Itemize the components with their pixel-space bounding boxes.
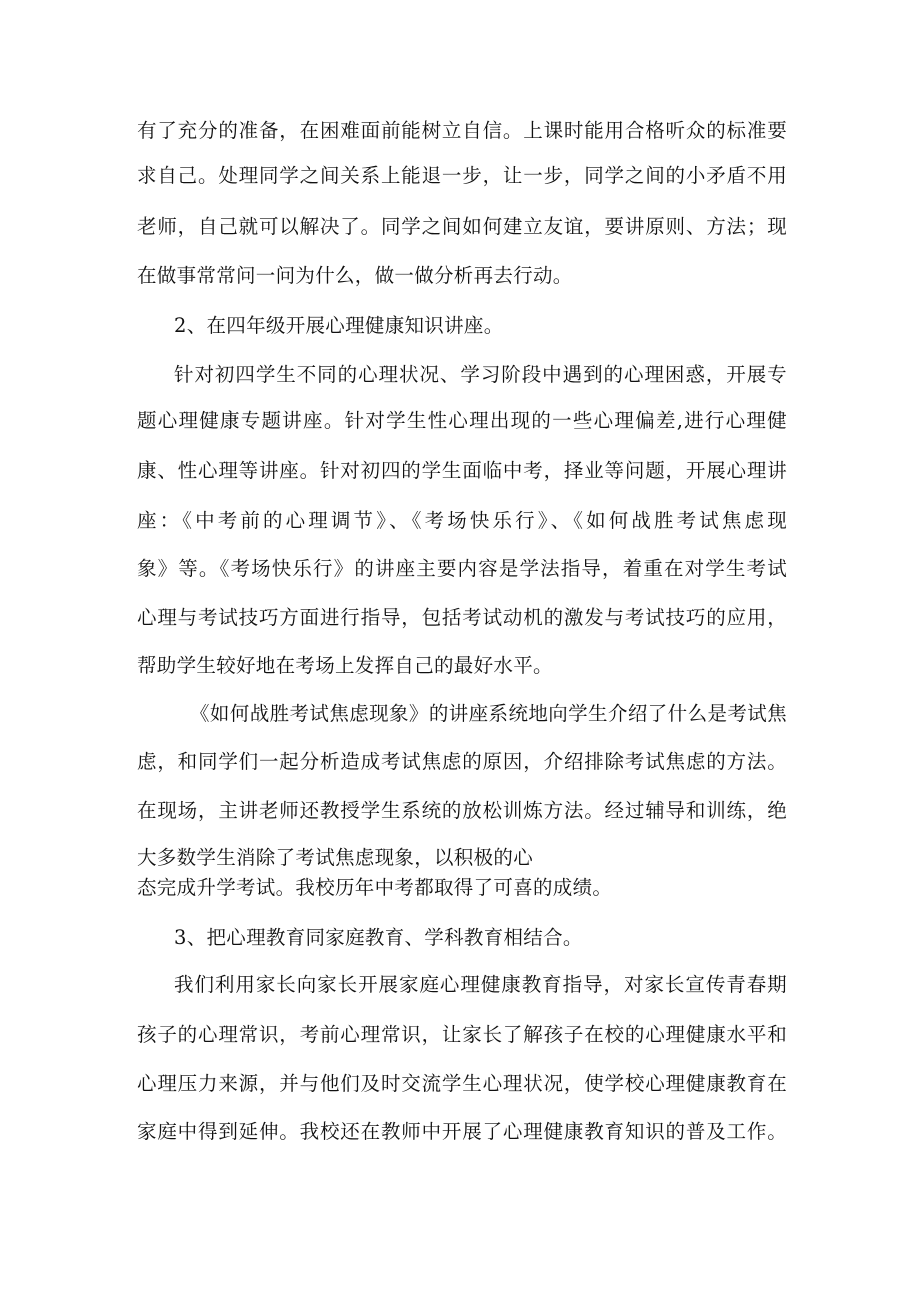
paragraph-3-line-3: 在现场，主讲老师还教授学生系统的放松训炼方法。经过辅导和训练，绝 — [137, 799, 787, 822]
paragraph-3-line-5: 态完成升学考试。我校历年中考都取得了可喜的成绩。 — [137, 876, 613, 899]
paragraph-2-line-4: 座：《中考前的心理调节》、《考场快乐行》、《如何战胜考试焦虑现 — [137, 509, 787, 532]
paragraph-2-line-6: 心理与考试技巧方面进行指导，包括考试动机的激发与考试技巧的应用， — [137, 606, 787, 629]
paragraph-3-line-4: 大多数学生消除了考试焦虑现象，以积极的心 — [137, 846, 534, 869]
paragraph-4-line-4: 家庭中得到延伸。我校还在教师中开展了心理健康教育知识的普及工作。 — [137, 1120, 787, 1143]
paragraph-3-line-1: 《如何战胜考试焦虑现象》的讲座系统地向学生介绍了什么是考试焦 — [190, 702, 787, 725]
paragraph-1-line-4: 在做事常常问一问为什么，做一做分析再去行动。 — [137, 264, 573, 287]
paragraph-2-line-2: 题心理健康专题讲座。针对学生性心理出现的一些心理偏差,进行心理健 — [137, 409, 787, 432]
paragraph-2-line-7: 帮助学生较好地在考场上发挥自己的最好水平。 — [137, 654, 553, 677]
paragraph-2-line-3: 康、性心理等讲座。针对初四的学生面临中考，择业等问题，开展心理讲 — [137, 459, 787, 482]
paragraph-3-line-2: 虑，和同学们一起分析造成考试焦虑的原因，介绍排除考试焦虑的方法。 — [137, 750, 787, 773]
section-heading-3: 3、把心理教育同家庭教育、学科教育相结合。 — [174, 926, 583, 949]
paragraph-1-line-1: 有了充分的准备，在困难面前能树立自信。上课时能用合格听众的标准要 — [137, 119, 787, 142]
paragraph-2-line-5: 象》等。《考场快乐行》的讲座主要内容是学法指导，着重在对学生考试 — [137, 557, 787, 580]
paragraph-2-line-1: 针对初四学生不同的心理状况、学习阶段中遇到的心理困惑，开展专 — [174, 363, 787, 386]
paragraph-4-line-1: 我们利用家长向家长开展家庭心理健康教育指导，对家长宣传青春期 — [174, 973, 787, 996]
section-heading-2: 2、在四年级开展心理健康知识讲座。 — [174, 314, 504, 337]
paragraph-4-line-3: 心理压力来源，并与他们及时交流学生心理状况，使学校心理健康教育在 — [137, 1072, 787, 1095]
paragraph-1-line-3: 老师，自己就可以解决了。同学之间如何建立友谊，要讲原则、方法；现 — [137, 215, 787, 238]
paragraph-4-line-2: 孩子的心理常识，考前心理常识，让家长了解孩子在校的心理健康水平和 — [137, 1023, 787, 1046]
paragraph-1-line-2: 求自己。处理同学之间关系上能退一步，让一步，同学之间的小矛盾不用 — [137, 164, 787, 187]
